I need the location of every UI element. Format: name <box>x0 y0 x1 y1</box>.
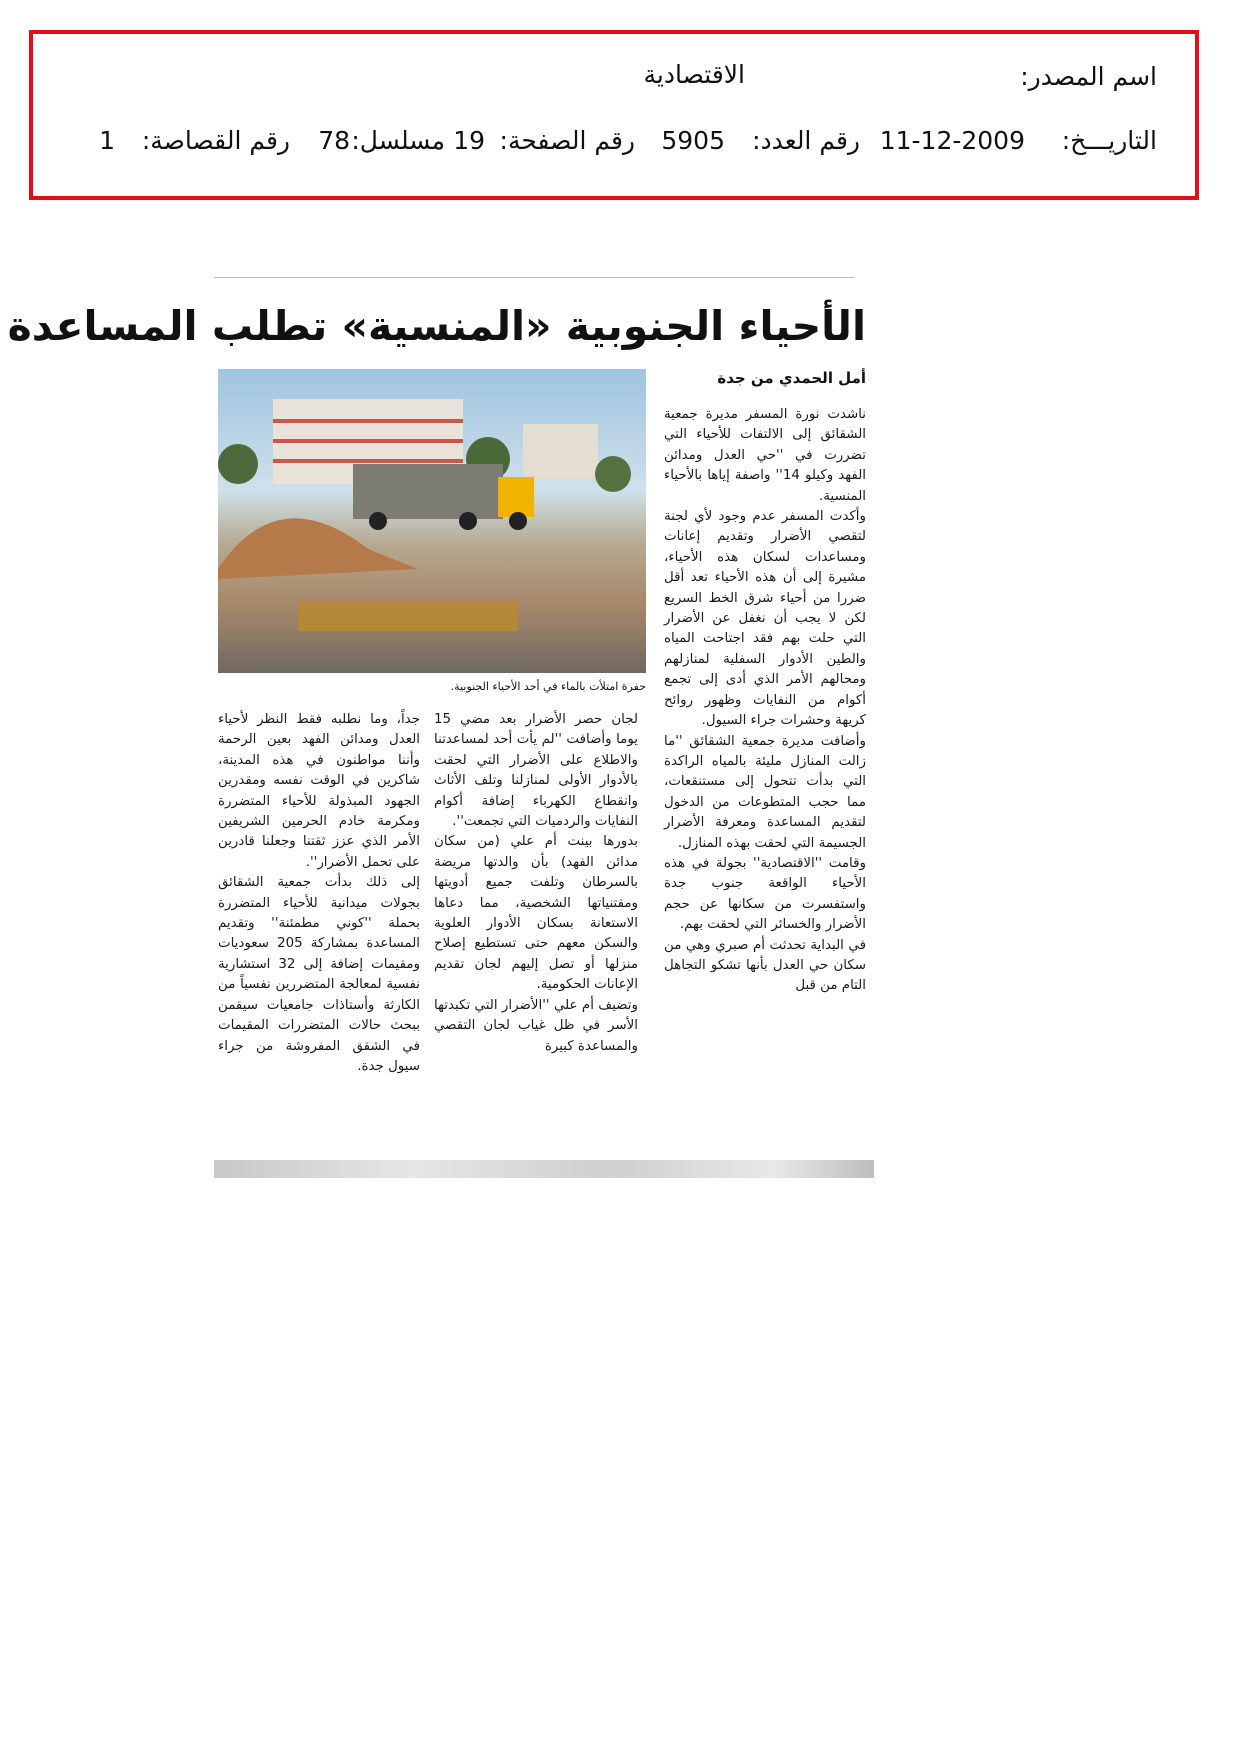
water-pool <box>298 601 518 631</box>
bottom-band <box>214 1160 874 1178</box>
truck-cab <box>498 477 534 517</box>
article-column-1: ناشدت نورة المسفر مديرة جمعية الشقائق إلى الالتفات للأحياء التي تضررت في ''حي العدل ومدائن الفهد وكيلو 14'' واصفة إياها بالأحياء المنسية. وأكدت المسفر عدم وجود لأي لجنة لتقصي الأضرار وتقديم إعانات ومساعدات لسكان هذه الأحياء، مشيرة إلى أن هذه الأحياء تعد أقل ضررا من أحياء شرق الخط السريع لكن لا يجب أن نغفل عن الأضرار التي حلت بهم فقد اجتاحت المياه والطين الأدوار السفلية لمنازلهم ومحالهم الأمر الذي أدى إلى تجمع أكوام من النفايات وظهور روائح كريهة وحشرات جراء السيول. وأضافت مديرة جمعية الشقائق ''ما زالت المنازل مليئة بالمياه الراكدة التي بدأت تتحول إلى مستنقعات، مما حجب المتطوعات من الدخول لتقديم المساعدة ومعرفة الأضرار الجسيمة التي لحقت بهذه المنازل. وقامت ''الاقتصادية'' بجولة في هذه الأحياء الواقعة جنوب جدة واستفسرت من سكانها عن حجم الأضرار والخسائر التي لحقت بهم. في البداية تحدثت أم صبري وهي من سكان حي العدل بأنها تشكو التجاهل التام من قبل <box>664 407 866 994</box>
newspaper-article <box>7 270 874 1180</box>
date-value: 11-12-2009 <box>879 126 1025 155</box>
wheel <box>509 512 527 530</box>
tree <box>218 444 258 484</box>
building-stripe <box>273 419 463 423</box>
clipping-header <box>29 30 1199 200</box>
article-headline: الأحياء الجنوبية «المنسية» تطلب المساعدة <box>7 302 866 350</box>
issue-value: 5905 <box>661 126 725 155</box>
article-byline: أمل الحمدي من جدة <box>717 369 866 387</box>
building-right <box>523 424 598 479</box>
truck-bed <box>353 464 503 519</box>
source-label: اسم المصدر: <box>1020 62 1157 91</box>
building-stripe <box>273 459 463 463</box>
serial-value: 78 <box>318 126 350 155</box>
serial-label: مسلسل: <box>351 126 445 155</box>
article-column-3: جداً، وما نطلبه فقط النظر لأحياء العدل ومدائن الفهد بعين الرحمة وأننا مواطنون في هذه المدينة، شاكرين في الوقت نفسه ومقدرين الجهود المبذولة للأحياء المتضررة ومكرمة خادم الحرمين الشريفين الأمر الذي عزز ثقتنا وجعلنا قادرين على تحمل الأضرار''. إلى ذلك بدأت جمعية الشقائق بجولات ميدانية للأحياء المتضررة بحملة ''كوني مطمئنة'' وتقديم المساعدة بمشاركة 205 سعوديات ومقيمات إضافة إلى 32 استشارية نفسية لمعالجة المتضررين نفسياً من الكارثة وأستاذات جامعيات سيقمن ببحث حالات المتضررات المقيمات في الشقق المفروشة من جراء سيول جدة. <box>218 712 420 1074</box>
wheel <box>369 512 387 530</box>
clip-label: رقم القصاصة: <box>141 126 290 155</box>
source-value: الاقتصادية <box>643 60 745 89</box>
photo-caption: حفرة امتلأت بالماء في أحد الأحياء الجنوبية. <box>450 680 646 693</box>
issue-label: رقم العدد: <box>752 126 860 155</box>
tree <box>595 456 631 492</box>
article-photo <box>218 369 646 673</box>
top-rule <box>214 277 854 278</box>
date-label: التاريـــخ: <box>1061 126 1157 155</box>
page-value: 19 <box>453 126 485 155</box>
dirt-mound <box>218 518 418 579</box>
wheel <box>459 512 477 530</box>
clip-value: 1 <box>99 126 115 155</box>
building-stripe <box>273 439 463 443</box>
article-column-2: لجان حصر الأضرار بعد مضي 15 يوما وأضافت ''لم يأت أحد لمساعدتنا والاطلاع على الأضرار التي لحقت بالأدوار الأولى لمنازلنا وتلف الأثاث وانقطاع الكهرباء إضافة أكوام النفايات والردميات التي تجمعت''. بدورها بينت أم علي (من سكان مدائن الفهد) بأن والدتها مريضة بالسرطان وتلفت جميع أدويتها ومقتنياتها الشخصية، مما دعاها الاستعانة بسكان الأدوار العلوية والسكن معهم حتى تستطيع إصلاح منزلها أو تصل إليهم لجان تقديم الإعانات الحكومية. وتضيف أم علي ''الأضرار التي تكبدتها الأسر في ظل غياب لجان التقصي والمساعدة كبيرة <box>434 712 638 1054</box>
photo-illustration <box>218 369 646 673</box>
page-label: رقم الصفحة: <box>499 126 635 155</box>
